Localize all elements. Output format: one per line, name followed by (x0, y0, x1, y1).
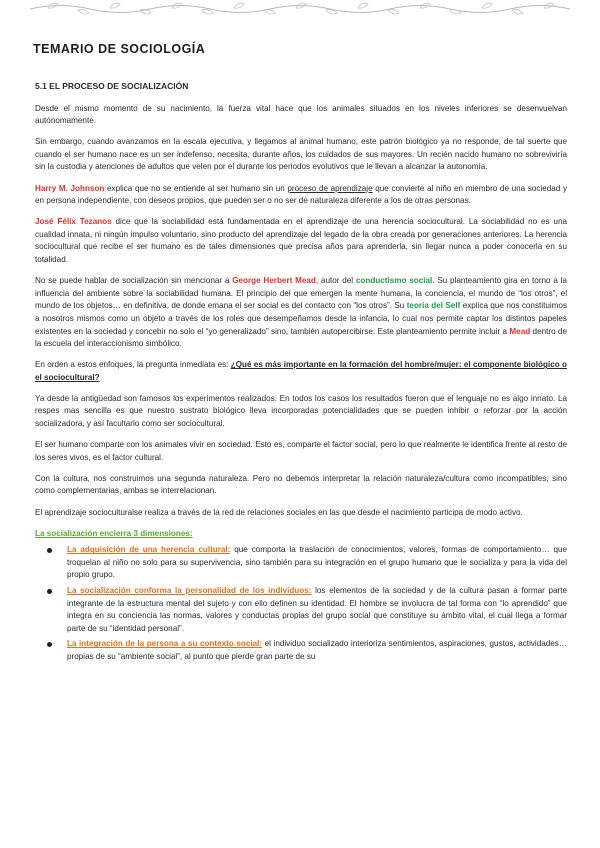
list-item-term: La adquisición de una herencia cultural: (67, 545, 231, 555)
paragraph-5: No se puede hablar de socialización sin mencionar a George Herbert Mead, autor del conductismo social. Su planteamiento gira en torno a la influencia del ambiente sobre la sociabilidad humana. El principio del que emergen la mente humana, la conciencia, el mundo de “los otros”, el mundo de los objetos… en definitiva, de donde emana el ser social es del contacto con “los otros”. Su teoría del Self explica que nos constituimos a nosotros mismos como un objeto a través de los roles que desempeñamos desde la infancia, lo cual nos permite captar los distintos papeles existentes en la sociedad y concebir no solo el “yo generalizado” sino, también autopercibirse. Este planteamiento permite incluir a Mead dentro de la escuela del interaccionismo simbólico. (35, 276, 568, 349)
document-body (35, 80, 567, 667)
list-item-term: La socialización conforma la personalidad de los individuos: (67, 586, 312, 595)
paragraph-3: Harry M. Johnson explica que no se entiende al ser humano sin un proceso de aprendizaje que convierte al niño en miembro de una sociedad y en persona independiente, con deseos propios, que pueden ser o no ser de naturaleza diferente a los de otras personas. (35, 183, 568, 206)
paragraph-1: Desde el mismo momento de su nacimiento, la fuerza vital hace que los animales situados en los niveles inferiores se desenvuelvan autónomamente. (35, 103, 567, 126)
bullet-icon (47, 589, 52, 594)
paragraph-10: El aprendizaje socioculturalse realiza a través de la red de relaciones sociales en las que desde el nacimiento participa de modo activo. (35, 507, 523, 517)
dimensions-list (35, 544, 567, 663)
paragraph-4: José Félix Tezanos dice que la sociabilidad está fundamentada en el aprendizaje de una herencia sociocultural. La sociabilidad no es una cualidad innata, ni ningún impulso voluntario, sino producto del aprendizaje del legado de la obra creada por generaciones anteriores. La herencia sociocultural que recibe el ser humano es de tales dimensiones que precisa años para aprenderla, sin llegar nunca a poder conocerla en su totalidad. (35, 217, 567, 265)
key-question: ¿Qué es más importante en la formación del hombre/mujer: el componente biológico o el sociocultural? (35, 360, 567, 382)
paragraph-2: Sin embargo, cuando avanzamos en la escala ejecutiva, y llegamos al animal humano, este patrón biológico ya no responde, de tal suerte que cuando el ser humano nace es un ser indefenso, necesita, durante años, los cuidados de sus mayores. Un recién nacido humano no sobreviviría sin la custodia y atenciones de adultos que velen por el durante los periodos evolutivos que le llevan a alcanzar la autonomía. (35, 137, 567, 172)
author-name: José Félix Tezanos (35, 217, 112, 227)
list-item-term: La integración de la persona a su contexto social: (67, 639, 263, 649)
paragraph-9: Con la cultura, nos construimos una segunda naturaleza. Pero no debemos interpretar la relación naturaleza/cultura como incompatibles, sino como complementarias, ambas se interrelacionan. (35, 473, 567, 496)
list-item: La socialización conforma la personalidad de los individuos: los elementos de la sociedad y de la cultura pasan a formar parte integrante de la estructura mental del sujeto y con ello definen su identidad. El hombre se involucra de tal forma con “lo aprendido” que integra en su conciencia las normas, valores y conductas propias del grupo social que constituye su ámbito vital, el cual llega a formar parte de su “identidad personal”. (67, 585, 567, 635)
underlined-term: proceso de aprendizaje (287, 183, 373, 193)
decorative-vine-border (30, 0, 570, 24)
highlighted-term: conductismo social (355, 276, 433, 286)
paragraph-7: Ya desde la antigüedad son famosos los experimentos realizados. En todos los casos los resultados fueron que el lenguaje no es algo innato. La respes mas sencilla es que nuestro sustrato biológico lleva incorporadas potencialidades que se pueden inhibir o reforzar por la acción socializadora, y así facultarlo como ser sociocultural. (35, 393, 567, 429)
author-name: Harry M. Johnson (35, 183, 105, 193)
paragraph-8: El ser humano comparte con los animales vivir en sociedad. Esto es, comparte el factor social, pero lo que realmente le identifica frente al resto de los seres vivos, es el factor cultural. (35, 440, 567, 462)
highlighted-term: teoría del Self (406, 301, 461, 311)
list-item: La integración de la persona a su contexto social: el individuo socializado interioriza sentimientos, aspiraciones, gustos, actividades… propias de su “ambiente social”, al punto que pierde gran parte de su (67, 638, 567, 663)
paragraph-6: En orden a estos enfoques, la pregunta inmediata es: ¿Qué es más importante en la formación del hombre/mujer: el componente biológico o el sociocultural? (35, 360, 567, 382)
dimensions-heading: La socialización encierra 3 dimensiones: (35, 528, 193, 538)
author-name: George Herbert Mead (232, 276, 316, 286)
bullet-icon (47, 642, 52, 647)
author-name: Mead (509, 326, 531, 336)
bullet-icon (47, 548, 52, 553)
list-item: La adquisición de una herencia cultural: que comporta la traslación de conocimientos, valores, formas de comportamiento… que troquelan al niño no solo para su supervivencia, sino también para su integración en el grupo humano que le socializa y para la vida del propio grupo. (67, 544, 567, 582)
section-heading: 5.1 EL PROCESO DE SOCIALIZACIÓN (35, 81, 189, 91)
page-title: TEMARIO DE SOCIOLOGÍA (33, 42, 206, 56)
